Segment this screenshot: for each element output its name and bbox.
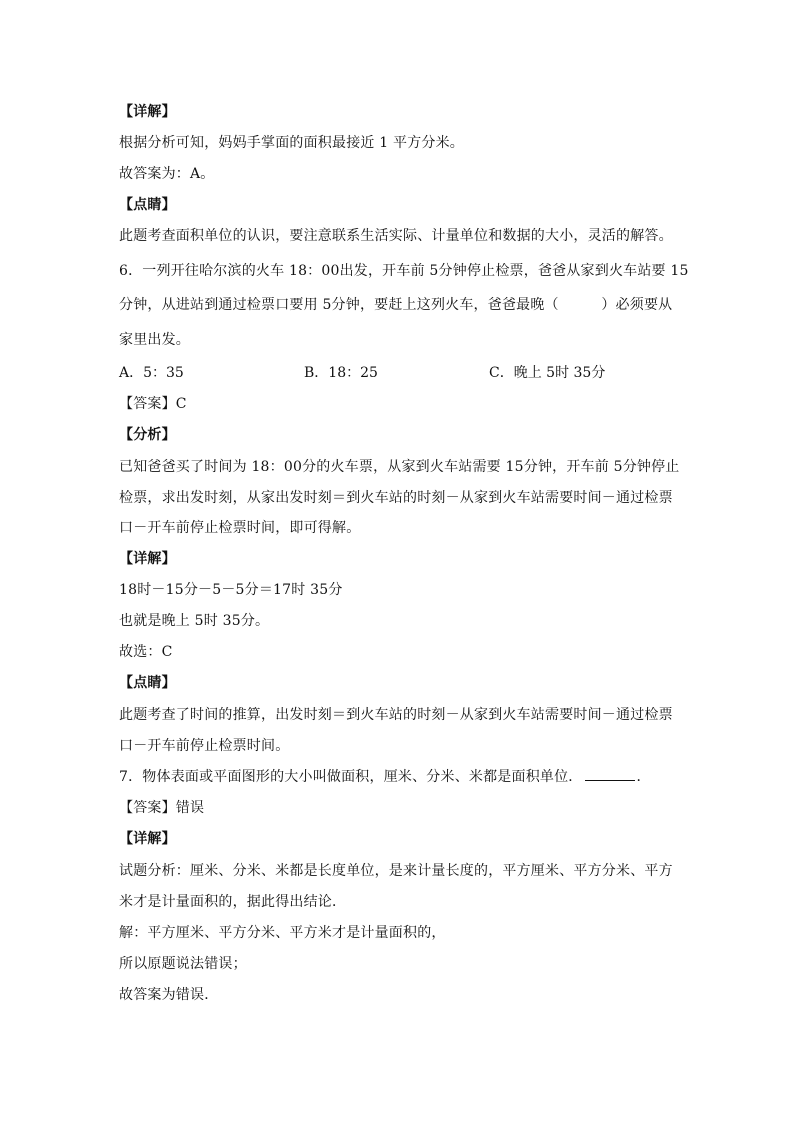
q7-stem-text: 7．物体表面或平面图形的大小叫做面积，厘米、分米、米都是面积单位．: [119, 769, 583, 785]
q6-option-a: A．5：35: [119, 365, 184, 381]
q6-answer: 【答案】C: [119, 396, 187, 412]
q6-comment-line-1: 此题考查了时间的推算，出发时刻＝到火车站的时刻－从家到火车站需要时间－通过检票: [119, 707, 673, 723]
comment-heading: 【点睛】: [119, 197, 176, 213]
q6-analysis-heading: 【分析】: [119, 427, 176, 443]
q7-solution-line-1: 解：平方厘米、平方分米、平方米才是计量面积的，: [119, 925, 446, 941]
comment-text: 此题考查面积单位的认识，要注意联系生活实际、计量单位和数据的大小，灵活的解答。: [119, 228, 673, 244]
q6-analysis-line-3: 口－开车前停止检票时间，即可得解。: [119, 520, 361, 536]
q6-detail-line-1: 18时－15分－5－5分＝17时 35分: [119, 582, 343, 598]
q6-option-c: C．晚上 5时 35分: [489, 365, 606, 381]
detail-text: 根据分析可知，妈妈手掌面的面积最接近 1 平方分米。: [119, 135, 465, 151]
q7-detail-heading: 【详解】: [119, 831, 176, 847]
q6-option-b: B．18：25: [304, 365, 378, 381]
detail-heading: 【详解】: [119, 104, 176, 120]
q6-detail-line-2: 也就是晚上 5时 35分。: [119, 613, 270, 629]
q6-detail-heading: 【详解】: [119, 551, 176, 567]
q6-comment-heading: 【点睛】: [119, 675, 176, 691]
q6-comment-line-2: 口－开车前停止检票时间。: [119, 738, 290, 754]
q6-stem-line-3: 家里出发。: [119, 332, 190, 348]
q6-analysis-line-2: 检票，求出发时刻，从家出发时刻＝到火车站的时刻－从家到火车站需要时间－通过检票: [119, 490, 673, 506]
q7-solution-line-3: 故答案为错误．: [119, 987, 219, 1003]
q7-solution-line-2: 所以原题说法错误；: [119, 956, 247, 972]
q6-analysis-line-1: 已知爸爸买了时间为 18：00分的火车票，从家到火车站需要 15分钟，开车前 5分钟停止: [119, 459, 680, 475]
q6-choose: 故选：C: [119, 644, 173, 660]
q7-stem-end: ．: [636, 769, 651, 785]
q6-stem-line-2: 分钟，从进站到通过检票口要用 5分钟，要赶上这列火车，爸爸最晚（ ）必须要从: [119, 297, 673, 313]
answer-text: 故答案为：A。: [119, 166, 215, 182]
q7-answer: 【答案】错误: [119, 800, 205, 816]
q7-stem: [119, 768, 651, 786]
q7-detail-line-1: 试题分析：厘米、分米、米都是长度单位，是来计量长度的，平方厘米、平方分米、平方: [119, 863, 673, 879]
q6-stem-line-1: 6．一列开往哈尔滨的火车 18：00出发，开车前 5分钟停止检票，爸爸从家到火车站要 15: [119, 263, 689, 279]
q7-detail-line-2: 米才是计量面积的，据此得出结论．: [119, 894, 347, 910]
answer-blank: [585, 768, 635, 781]
